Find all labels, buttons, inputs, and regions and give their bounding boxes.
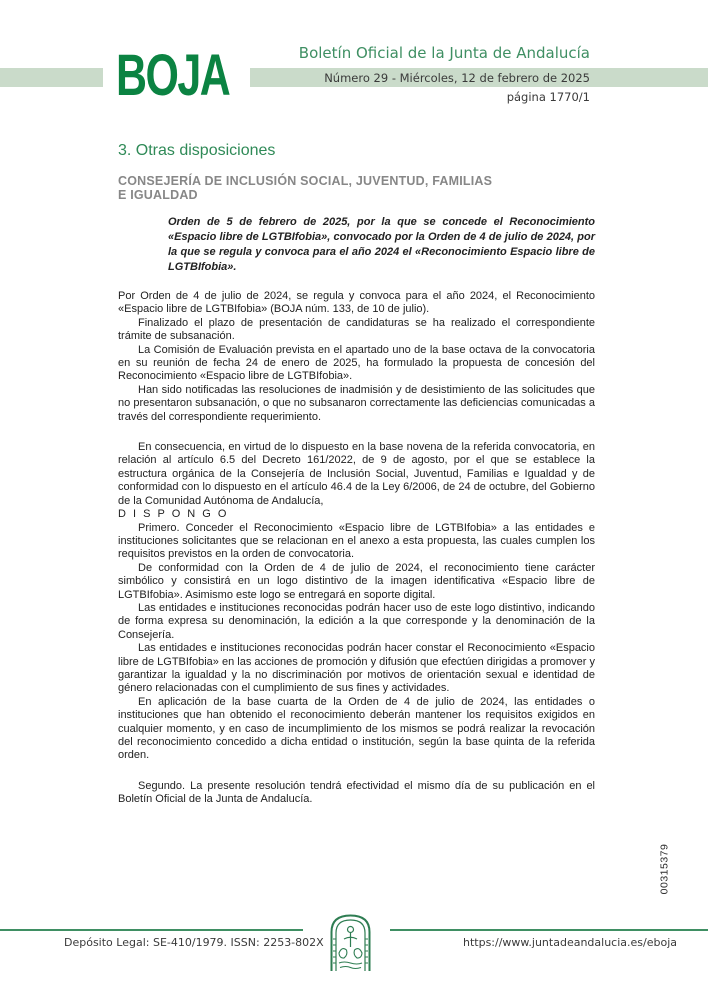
paragraph: Han sido notificadas las resoluciones de inadmisión y de desistimiento de las solicitudes que no presentaron subsanación, o que no subsanaron correctamente las deficiencias comunicadas a través del correspondiente requerimiento. <box>118 383 595 423</box>
boja-masthead-logo: BOJA <box>116 43 230 108</box>
paragraph: Segundo. La presente resolución tendrá efectividad el mismo día de su publicación en el Boletín Oficial de la Junta de Andalucía. <box>118 779 595 806</box>
paragraph: Las entidades e instituciones reconocidas podrán hacer uso de este logo distintivo, indicando de forma expresa su denominación, la edición a la que corresponde y la denominación de la Consejería. <box>118 601 595 641</box>
department-heading <box>118 174 595 202</box>
document-body <box>118 142 595 807</box>
paragraph: Finalizado el plazo de presentación de candidaturas se ha realizado el correspondiente trámite de subsanación. <box>118 316 595 343</box>
document-number-vertical: 00315379 <box>658 843 671 895</box>
footer-rule-right <box>390 929 708 931</box>
paragraph: Primero. Conceder el Reconocimiento «Espacio libre de LGTBIfobia» a las entidades e instituciones solicitantes que se relacionan en el anexo a esta propuesta, las cuales cumplen los requisitos previstos en la orden de convocatoria. <box>118 521 595 561</box>
section-heading: 3. Otras disposiciones <box>118 142 276 159</box>
dispongo-heading: D I S P O N G O <box>118 508 229 521</box>
order-summary: Orden de 5 de febrero de 2025, por la que se concede el Reconocimiento «Espacio libre de LGTBIfobia», convocado por la Orden de 4 de julio de 2024, por la que se regula y convoca para el año 2024 el «Reconocimiento Espacio libre de LGTBIfobia». <box>168 216 595 273</box>
department-line-1: CONSEJERÍA DE INCLUSIÓN SOCIAL, JUVENTUD, FAMILIAS <box>118 174 493 188</box>
department-line-2: E IGUALDAD <box>118 188 198 202</box>
paragraph: Las entidades e instituciones reconocidas podrán hacer constar el Reconocimiento «Espacio libre de LGTBIfobia» en las acciones de promoción y difusión que efectúen dirigidas a promover y garantizar la igualdad y la no discriminación por motivos de orientación sexual e identidad de género relacionadas con el cumplimiento de sus fines y actividades. <box>118 642 595 695</box>
paragraph: Por Orden de 4 de julio de 2024, se regula y convoca para el año 2024, el Reconocimiento «Espacio libre de LGTBIfobia» (BOJA núm. 133, de 10 de julio). <box>118 290 595 316</box>
paragraph: En aplicación de la base cuarta de la Orden de 4 de julio de 2024, las entidades o instituciones que han obtenido el reconocimiento deberán mantener los requisitos exigidos en cualquier momento, y en caso de incumplimiento de los mismos se podrá realizar la revocación del reconocimiento concedido a dicha entidad o institución, según la base quinta de la referida orden. <box>118 695 595 762</box>
paragraph: La Comisión de Evaluación prevista en el apartado uno de la base octava de la convocatoria en su reunión de fecha 24 de enero de 2025, ha formulado la propuesta de concesión del Reconocimiento «Espacio libre de LGTBIfobia». <box>118 343 595 383</box>
bulletin-title: Boletín Oficial de la Junta de Andalucía <box>298 44 590 62</box>
issue-date-line: Número 29 - Miércoles, 12 de febrero de 2025 <box>324 70 590 85</box>
footer-rule-left <box>0 929 303 931</box>
header-band-left <box>0 68 103 87</box>
eboja-url-link[interactable]: https://www.juntadeandalucia.es/eboja <box>463 936 677 949</box>
page-number-line: página 1770/1 <box>506 90 590 104</box>
junta-de-andalucia-emblem-icon <box>328 913 373 973</box>
deposit-legal-text: Depósito Legal: SE-410/1979. ISSN: 2253-802X <box>64 936 324 949</box>
paragraph: De conformidad con la Orden de 4 de julio de 2024, el reconocimiento tiene carácter simbólico y consistirá en un logo distintivo de la imagen identificativa «Espacio libre de LGTBIfobia». Asimismo este logo se entregará en soporte digital. <box>118 561 595 601</box>
paragraph: En consecuencia, en virtud de lo dispuesto en la base novena de la referida convocatoria, en relación al artículo 6.5 del Decreto 161/2022, de 9 de agosto, por el que se establece la estructura orgánica de la Consejería de Inclusión Social, Juventud, Familias e Igualdad y de conformidad con lo dispuesto en el artículo 46.4 de la Ley 6/2006, de 24 de octubre, del Gobierno de la Comunidad Autónoma de Andalucía, <box>118 441 595 507</box>
